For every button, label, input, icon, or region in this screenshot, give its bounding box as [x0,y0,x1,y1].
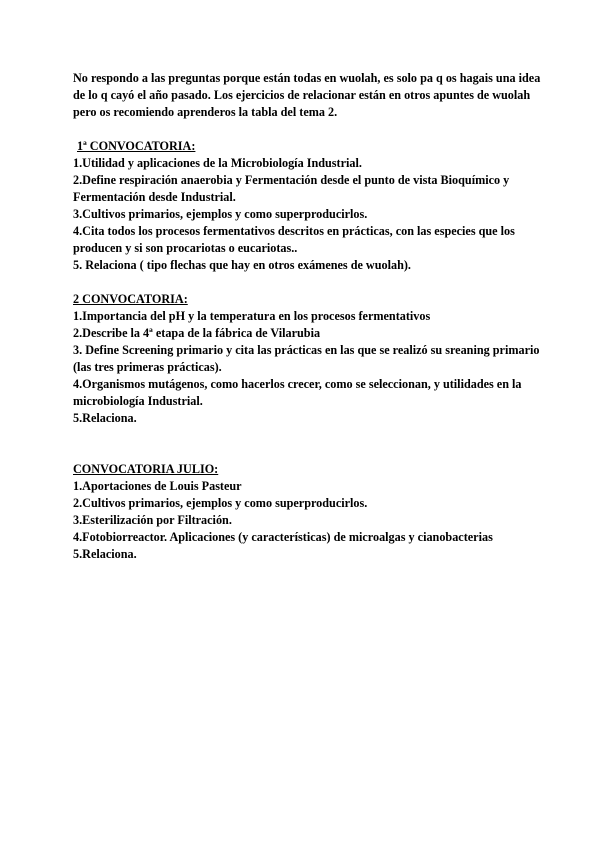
question-item: 5.Relaciona. [73,411,137,425]
question-item: 4.Cita todos los procesos fermentativos descritos en prácticas, con las especies que los producen y si son procariotas o eucariotas.. [73,224,515,255]
question-item: 3. Define Screening primario y cita las prácticas en las que se realizó su sreaning primario (las tres primeras prácticas). [73,343,540,374]
question-item: 1.Importancia del pH y la temperatura en los procesos fermentativos [73,309,431,323]
question-list [73,478,543,563]
question-list [73,308,543,427]
question-item: 4.Fotobiorreactor. Aplicaciones (y características) de microalgas y cianobacterias [73,530,493,544]
question-list [73,155,543,274]
section-title: CONVOCATORIA JULIO: [73,462,219,476]
question-item: 5.Relaciona. [73,547,137,561]
section-first-convocatoria [73,138,543,274]
question-item: 3.Cultivos primarios, ejemplos y como superproducirlos. [73,207,368,221]
question-item: 1.Aportaciones de Louis Pasteur [73,479,242,493]
question-item: 1.Utilidad y aplicaciones de la Microbiología Industrial. [73,156,362,170]
question-item: 2.Cultivos primarios, ejemplos y como superproducirlos. [73,496,368,510]
question-item: 3.Esterilización por Filtración. [73,513,232,527]
intro-paragraph: No respondo a las preguntas porque están todas en wuolah, es solo pa q os hagais una idea de lo q cayó el año pasado. Los ejercicios de relacionar están en otros apuntes de wuolah pero os recomiendo aprenderos la tabla del tema 2. [73,71,541,119]
question-item: 4.Organismos mutágenos, como hacerlos crecer, como se seleccionan, y utilidades en la microbiología Industrial. [73,377,522,408]
section-second-convocatoria [73,291,543,427]
section-title: 2 CONVOCATORIA: [73,292,188,306]
question-item: 2.Describe la 4ª etapa de la fábrica de Vilarubia [73,326,321,340]
question-item: 5. Relaciona ( tipo flechas que hay en otros exámenes de wuolah). [73,258,411,272]
section-july-convocatoria [73,461,543,563]
document-page [73,70,543,580]
question-item: 2.Define respiración anaerobia y Fermentación desde el punto de vista Bioquímico y Fermentación desde Industrial. [73,173,510,204]
section-title: 1ª CONVOCATORIA: [77,139,196,153]
